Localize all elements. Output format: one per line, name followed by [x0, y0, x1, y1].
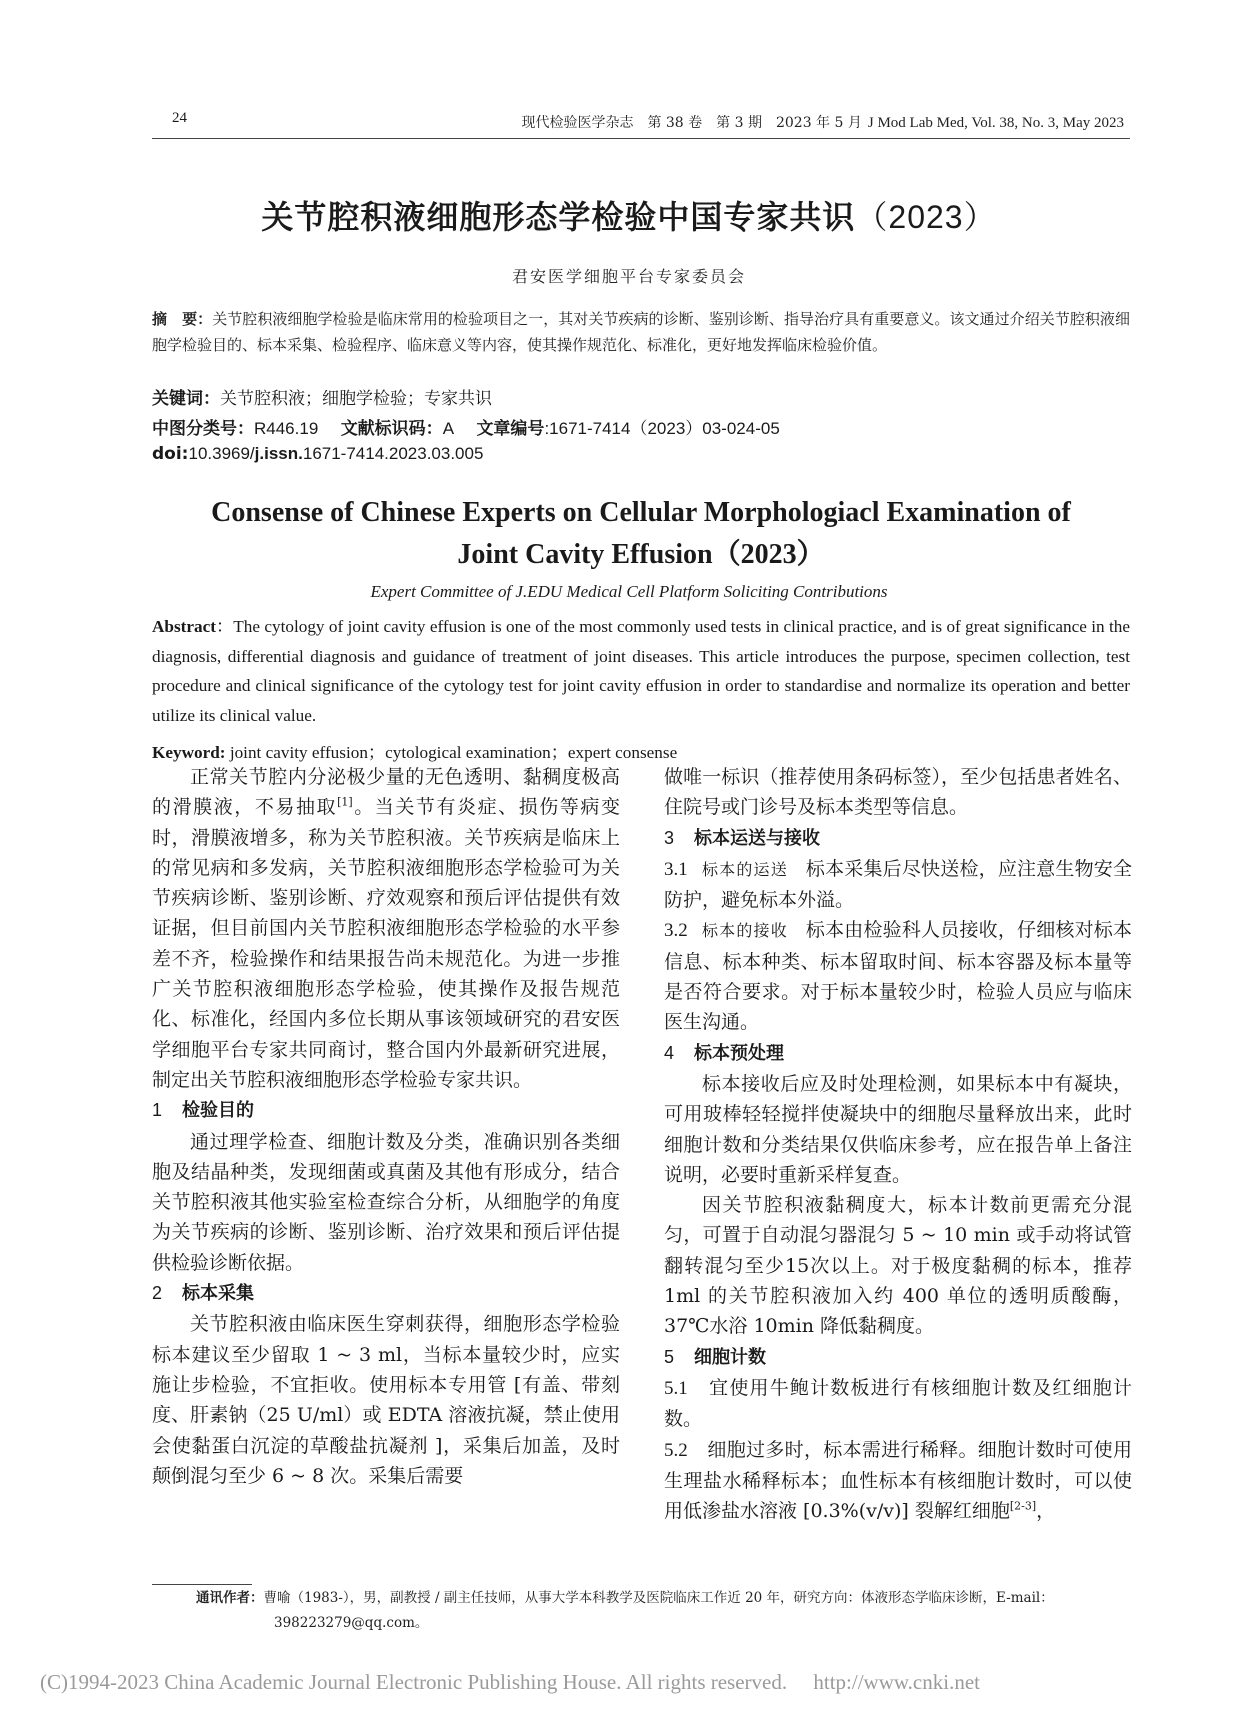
section-2-text: 关节腔积液由临床医生穿刺获得，细胞形态学检验标本建议至少留取 1 ~ 3 ml，当标本量较少时，应实施让步检验，不宜拒收。使用标本专用管 [有盖、带刻度、肝素钠（25 U/ml）或 EDTA 溶液抗凝，禁止使用会使黏蛋白沉淀的草酸盐抗凝剂 ]，采集后加盖，及时颠倒混匀至少 6 ~ 8 次。采集后需要 — [152, 1313, 620, 1487]
running-head — [521, 112, 1124, 132]
title-zh — [0, 192, 1258, 238]
ref-2-3[interactable]: [2-3] — [1009, 1499, 1037, 1513]
section-3-1 — [664, 854, 1132, 916]
title-en-line2: Joint Cavity Effusion（2023） — [457, 539, 825, 570]
intro-paragraph — [152, 762, 620, 1095]
section-3-1-text: 标本采集后尽快送检，应注意生物安全防护，避免标本外溢。 — [664, 857, 1132, 912]
page-header — [152, 108, 1130, 139]
title-zh-year: （2023） — [855, 199, 997, 235]
abstract-en-label: Abstract — [152, 617, 216, 636]
clc-label: 中图分类号： — [152, 419, 254, 439]
abstract-en-text: ：The cytology of joint cavity effusion is one of the most commonly used tests in clinical practice, and is of great significance in the diagnosis, differential diagnosis and guidance of treatment of joint diseases. This article introduces the purpose, specimen collection, test procedure and clinical significance of the cytology test for joint cavity effusion in order to standardise and normalize its operation and better utilize its clinical value. — [152, 617, 1130, 725]
abstract-en — [152, 612, 1130, 730]
article-number-label: 文章编号 — [476, 419, 545, 439]
intro-text-a: 正常关节腔内分泌极少量的无色透明、黏稠度极高的滑膜液，不易抽取 — [152, 766, 620, 819]
section-3-2-number: 3.2 — [664, 920, 688, 942]
section-4-paragraph-2: 因关节腔积液黏稠度大，标本计数前更需充分混匀，可置于自动混匀器混匀 5 ~ 10 min 或手动将试管翻转混匀至少15次以上。对于极度黏稠的标本，推荐 1ml 的关节腔积液加入约 400 单位的透明质酸酶，37℃水浴 10min 降低黏稠度。 — [664, 1194, 1132, 1338]
title-zh-text: 关节腔积液细胞形态学检验中国专家共识 — [261, 198, 856, 236]
keyword-en-label: Keyword: — [152, 743, 226, 762]
section-2-heading — [152, 1278, 620, 1309]
section-3-2-label: 标本的接收 — [701, 921, 788, 941]
author-en: Expert Committee of J.EDU Medical Cell Platform Soliciting Contributions — [370, 582, 888, 601]
page-number: 24 — [172, 110, 187, 126]
abstract-zh — [152, 306, 1130, 358]
section-3-2 — [664, 915, 1132, 1037]
section-2-number: 2 — [152, 1283, 163, 1304]
section-4-heading — [664, 1038, 1132, 1069]
section-5-heading — [664, 1342, 1132, 1373]
section-2-title: 标本采集 — [182, 1283, 255, 1305]
intro-text-b: 。当关节有炎症、损伤等病变时，滑膜液增多，称为关节腔积液。关节疾病是临床上的常见病和多发病，关节腔积液细胞形态学检验可为关节疾病诊断、鉴别诊断、疗效观察和预后评估提供有效证据，但目前国内关节腔积液细胞形态学检验的水平参差不齐，检验操作和结果报告尚未规范化。为进一步推广关节腔积液细胞形态学检验，使其操作及报告规范化、标准化，经国内多位长期从事该领域研究的君安医学细胞平台专家共同商讨，整合国内外最新研究进展，制定出关节腔积液细胞形态学检验专家共识。 — [152, 796, 620, 1091]
footnote-rule — [152, 1584, 252, 1585]
section-3-title: 标本运送与接收 — [694, 827, 821, 849]
doi-label: doi: — [152, 444, 189, 464]
section-5-2-number: 5.2 — [664, 1439, 688, 1461]
footnote — [196, 1586, 1116, 1636]
footnote-label: 通讯作者： — [196, 1590, 264, 1606]
section-5-1-text: 宜使用牛鲍计数板进行有核细胞计数及红细胞计数。 — [664, 1376, 1132, 1431]
section-5-2-text: 细胞过多时，标本需进行稀释。细胞计数时可使用生理盐水稀释标本；血性标本有核细胞计数时，可以使用低渗盐水溶液 [0.3%(v/v)] 裂解红细胞 — [664, 1438, 1132, 1523]
section-5-1-number: 5.1 — [664, 1377, 688, 1399]
keywords-zh-label: 关键词： — [152, 389, 220, 409]
section-5-title: 细胞计数 — [694, 1346, 767, 1368]
author-zh: 君安医学细胞平台专家委员会 — [511, 267, 746, 286]
continued-text: 做唯一标识（推荐使用条码标签），至少包括患者姓名、住院号或门诊号及标本类型等信息。 — [664, 766, 1132, 819]
body-column-right — [664, 762, 1132, 1526]
title-en — [152, 492, 1130, 576]
doc-code-label: 文献标识码： — [340, 419, 443, 439]
section-1-title: 检验目的 — [182, 1100, 255, 1122]
section-5-1 — [664, 1373, 1132, 1435]
running-head-zh: 现代检验医学杂志 第 38 卷 第 3 期 2023 年 5 月 — [521, 115, 862, 131]
section-3-1-label: 标本的运送 — [701, 859, 788, 879]
section-4-number: 4 — [664, 1042, 675, 1063]
doi-issn: j.issn. — [254, 444, 303, 463]
copyright-watermark: (C)1994-2023 China Academic Journal Electronic Publishing House. All rights reserved. http://www.cnki.net — [40, 1670, 980, 1694]
keyword-en-value: joint cavity effusion；cytological examination；expert consense — [225, 743, 678, 762]
ref-1[interactable]: [1] — [337, 795, 353, 809]
section-3-number: 3 — [664, 827, 675, 848]
title-en-line1: Consense of Chinese Experts on Cellular Morphologiacl Examination of — [211, 497, 1071, 528]
abstract-zh-text: 关节腔积液细胞学检验是临床常用的检验项目之一，其对关节疾病的诊断、鉴别诊断、指导治疗具有重要意义。该文通过介绍关节腔积液细胞学检验目的、标本采集、检验程序、临床意义等内容，使其操作规范化、标准化，更好地发挥临床检验价值。 — [152, 310, 1130, 354]
doi-line — [152, 444, 1130, 464]
section-5-2-text-end: ， — [1036, 1500, 1056, 1523]
footnote-text: 曹喻（1983-），男，副教授 / 副主任技师，从事大学本科教学及医院临床工作近 20 年，研究方向：体液形态学临床诊断，E-mail： — [263, 1590, 1054, 1606]
section-1-text: 通过理学检查、细胞计数及分类，准确识别各类细胞及结晶种类，发现细菌或真菌及其他有形成分，结合关节腔积液其他实验室检查综合分析，从细胞学的角度为关节疾病的诊断、鉴别诊断、治疗效果和预后评估提供检验诊断依据。 — [152, 1130, 620, 1274]
doc-code-value: A — [442, 419, 455, 438]
article-number-value: :1671-7414（2023）03-024-05 — [544, 419, 780, 438]
clc-value: R446.19 — [254, 419, 319, 438]
section-5-number: 5 — [664, 1346, 675, 1367]
doi-suffix: 1671-7414.2023.03.005 — [302, 444, 484, 463]
doi-prefix: 10.3969/ — [188, 444, 255, 463]
section-3-2-text: 标本由检验科人员接收，仔细核对标本信息、标本种类、标本留取时间、标本容器及标本量等是否符合要求。对于标本量较少时，检验人员应与临床医生沟通。 — [664, 919, 1132, 1034]
section-3-heading — [664, 823, 1132, 854]
abstract-zh-label: 摘 要： — [152, 310, 213, 328]
footnote-line-1 — [196, 1586, 1116, 1611]
body-column-left — [152, 762, 620, 1491]
running-head-en: J Mod Lab Med, Vol. 38, No. 3, May 2023 — [867, 115, 1124, 131]
keywords-zh-value: 关节腔积液；细胞学检验；专家共识 — [220, 389, 492, 409]
classification-line — [152, 414, 1130, 439]
section-1-heading — [152, 1095, 620, 1126]
section-1-number: 1 — [152, 1100, 163, 1121]
footnote-email[interactable]: 398223279@qq.com。 — [274, 1615, 429, 1631]
section-5-2 — [664, 1435, 1132, 1527]
section-3-1-number: 3.1 — [664, 858, 688, 880]
section-4-paragraph-1: 标本接收后应及时处理检测，如果标本中有凝块，可用玻棒轻轻搅拌使凝块中的细胞尽量释放出来，此时细胞计数和分类结果仅供临床参考，应在报告单上备注说明，必要时重新采样复查。 — [664, 1072, 1132, 1186]
keywords-zh — [152, 384, 1130, 409]
section-4-title: 标本预处理 — [694, 1042, 785, 1064]
keyword-en — [152, 738, 1130, 763]
